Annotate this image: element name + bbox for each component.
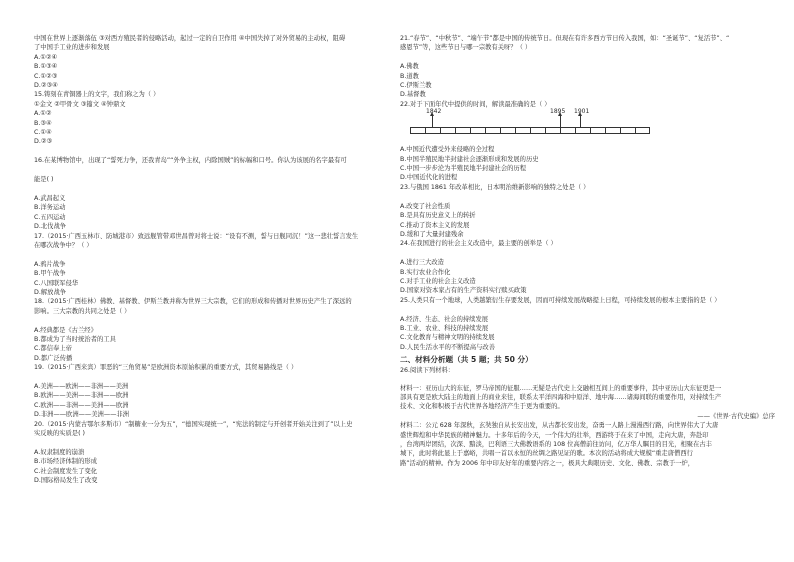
text-line: A.①②④ [34,53,58,61]
text-line: D.都广泛传播 [34,354,73,362]
text-line: 了中国手工业的进步和发展 [34,44,110,52]
text-line [400,305,775,314]
text-line: C.①④ [34,129,52,137]
text-line: D.国际格局发生了改变 [34,477,98,485]
text-line: A.鸦片战争 [34,260,66,268]
text-line: D.国家对资本家占有的生产资料实行赎买政策 [400,287,527,295]
text-line: A.武昌起义 [34,194,66,202]
text-line: D.解放战争 [34,288,67,296]
right-questions-b [400,145,775,352]
text-line: 15.铸刻在青铜器上的文字，我们称之为（ ） [34,91,160,99]
text-line: A.改变了社会性质 [400,202,451,210]
text-line: B.欧洲——美洲——非洲——欧洲 [34,392,129,400]
text-line: B.工业、农业、科技的持续发展 [400,324,489,332]
text-line: 感恩节”等，这些节日与哪一宗教有关呀？（ ） [400,44,532,52]
text-line: 技术、文化和积极于古代世界各地经济产生于更为重要的。 [400,403,564,411]
text-line: D.基督教 [400,91,426,99]
text-line: 材料二：公元 628 年深秋，玄奘独自从长安出发，从古都长安出发，奋勇一人路上漫漫西行路，向世界伟大了大唐 [400,422,719,430]
text-line: 23.与俄国 1861 年改革相比，日本明治维新影响的独特之处是（ ） [400,183,590,191]
text-line: 25.人类只有一个地球，人类越繁衍生存要发展，因而可持续发展战略提上日程，可持续发展的根本主要指的是（ ） [400,296,721,304]
text-line: A.①② [34,110,52,118]
text-line: C.都信奉上帝 [34,345,72,353]
text-line [34,185,409,194]
timeline-arrow [560,115,561,127]
text-line [400,249,775,258]
text-line: ①金文 ②甲骨文 ③籀文 ④钟鼎文 [34,100,126,108]
text-line: 中国在世界上逐渐落伍 ③对西方殖民者的侵略活动，起过一定的自卫作用 ④中国失掉了对外贸易的主动权，阻碍 [34,35,346,42]
text-line: 在哪次战争中？（ ） [34,241,93,249]
text-line: 22.对于下面年代中提供的时间，解读最准确的是（ ） [400,100,551,108]
text-line: B.洋务运动 [34,204,66,212]
question-26: 26.阅读下列材料： [400,367,455,375]
text-line [34,147,409,156]
text-line [34,438,409,447]
text-line: 城下，此时将此显上于嘉峪，共唱一首以永恒的丝绸之路见证的歌。本次的活动将成大规模“重走唐僧西行 [400,450,693,458]
text-line: C.文化教育与精神文明的持续发展 [400,334,495,342]
text-line: B.都成为了当时统治者的工具 [34,336,116,343]
text-line: B.道教 [400,72,419,80]
text-line: C.社会制度发生了变化 [34,467,98,475]
text-line [400,53,775,62]
text-line: B.①③④ [34,63,58,71]
text-line: 24.在我国进行的社会主义改造中，最主要的创举是（ ） [400,240,557,248]
material-2 [400,421,775,468]
text-line: A.奴隶制度的崩溃 [34,448,85,456]
timeline-arrow [580,115,581,127]
text-line: 16.在某博物馆中，出现了“誓死力争，还我青岛”“外争主权，内除国贼”的标幅和口号。你认为该展的名字最有可 [34,157,347,165]
text-line: B.甲午战争 [34,270,66,278]
timeline-year: 1842 [426,108,442,116]
text-line [34,373,409,382]
timeline-year: 1895 [550,108,566,116]
text-line: D.缓和了大量封建残余 [400,230,464,238]
text-line: B.是具有历史意义上的转折 [400,212,476,220]
text-line: D.人民生活水平的不断提高与改善 [400,343,496,351]
text-line: C.伊斯兰教 [400,82,432,90]
text-line: 17.（2015·广西玉林市、防城港市）致远舰管带邓世昌曾对将士说：“设有不测，誓与日舰同沉！”这一悲壮誓言发生 [34,232,359,240]
text-line: C.①②③ [34,72,58,80]
text-line: C.欧洲——非洲——美洲——欧洲 [34,401,129,409]
material-1 [400,384,775,412]
material-1-source: ——《世界·古代史编》总序 [697,412,775,420]
text-line [34,316,409,325]
text-line [34,250,409,259]
text-line: 20.（2015·内蒙古鄂尔多斯市）“制糖业一分为五”，“德国实现统一”，“宪法的制定与开创者开始关注到了”以上史 [34,420,353,428]
text-line [400,192,775,201]
text-line: 路”活动的精神。作为 2006 年中印友好年的重要内容之一，极具大典眼历史、文化、佛教、宗教于一炉， [400,459,695,467]
timeline-year: 1901 [574,108,590,116]
text-line: A.中国近代遭受外来侵略的全过程 [400,146,495,154]
right-column [400,34,775,468]
left-column [34,34,409,486]
text-line: A.进行三大改造 [400,259,444,267]
right-questions-a [400,34,775,109]
text-line: B.实行农业合作化 [400,268,451,276]
text-line: 能是( ) [34,176,54,184]
text-line: A.佛教 [400,63,419,71]
text-line: 18.（2015·广西桂林）佛教、基督教、伊斯兰教并称为世界三大宗教，它们的形成和传播对世界历史产生了深远的 [34,298,352,306]
text-line: ，台湾两岸团结，次深、黯淡，巴利语三大佛教语系的 108 位高僧前往访问，亿万华人瞩目的目光，相聚在古丰 [400,441,712,449]
text-line: D.中国近代化的进程 [400,174,458,182]
text-line: 盛世辉煌和中华民族的精神魅力。十多年后的今天，一个伟大的壮举，西游终于在来了中国，走向大唐，奔赴印 [400,431,709,439]
text-line: A.经典都是《古兰经》 [34,326,97,334]
text-line: 影响。三大宗教的共同之处是（ ） [34,307,131,315]
text-line: C.对手工业的社会主义改造 [400,277,476,285]
text-line: B.③④ [34,119,52,127]
text-line: A.美洲——欧洲——非洲——美洲 [34,383,129,391]
text-line: 实反映的实质是( ) [34,430,85,438]
text-line: D.北伐战争 [34,223,67,231]
text-line: 21.“春节”、“中秋节”、“端午节”都是中国的传统节日。但现在有许多西方节日传入我国，如：“圣诞节”、“复活节”、“ [400,35,730,42]
text-line: 部具有更是欧大陆主的地面上的商业来往，联系太平洋四海和中原洋、地中海……诸海间联的重要作用，对持续生产 [400,394,722,401]
text-line: B.市场经济体制的形成 [34,458,97,466]
text-line: 材料一：亚历山大的东征，罗马帝国的征服……无疑是古代史上交融相互间上的重要事件，其中亚历山大东征更是一 [400,384,722,392]
timeline-arrow [432,115,433,127]
text-line: C.五四运动 [34,213,66,221]
text-line: C.推动了资本主义的发展 [400,221,470,229]
text-line: 19.（2015·广西来宾）罪恶的“三角贸易”是欧洲资本原始积累的重要方式，其贸易路线是（ ） [34,364,298,372]
text-line: C.八国联军侵华 [34,279,79,287]
timeline-bar [410,127,650,134]
text-line: D.②③④ [34,82,58,90]
section-title: 二、材料分析题（共 5 题；共 50 分） [400,355,533,365]
text-line: C.中国一步步沦为半殖民地半封建社会的历程 [400,165,527,173]
text-line: D.②③ [34,138,53,146]
text-line: B.中国半殖民地半封建社会逐渐形成和发展的历史 [400,155,539,163]
timeline-figure [410,109,650,143]
text-line: A.经济、生态、社会的持续发展 [400,315,489,323]
text-line [34,166,409,175]
text-line: D.非洲——欧洲——美洲——非洲 [34,411,130,419]
